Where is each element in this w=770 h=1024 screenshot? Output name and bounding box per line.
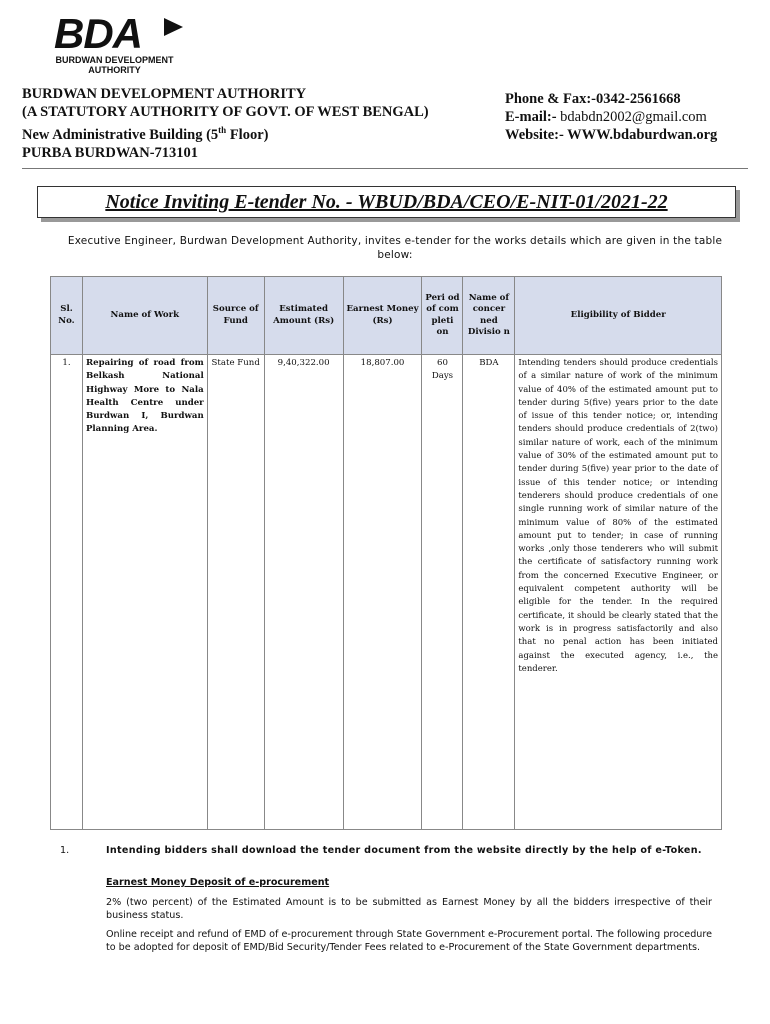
col-name-of-work: Name of Work [82, 277, 207, 355]
org-city: PURBA BURDWAN-713101 [22, 144, 199, 161]
address-sup: th [218, 125, 227, 135]
address-post: Floor) [226, 126, 269, 143]
table-header-row [51, 277, 722, 355]
cell-source: State Fund [207, 355, 264, 830]
cell-earnest: 18,807.00 [343, 355, 422, 830]
website-link[interactable]: Website:- WWW.bdaburdwan.org [505, 127, 718, 143]
org-status: (A STATUTORY AUTHORITY OF GOVT. OF WEST BENGAL) [22, 104, 429, 120]
org-name: BURDWAN DEVELOPMENT AUTHORITY [22, 86, 307, 102]
logo-arrow-icon [164, 18, 183, 36]
table-row [51, 355, 722, 830]
notice-title: Notice Inviting E-tender No. - WBUD/BDA/CEO/E-NIT-01/2021-22 [105, 191, 668, 213]
bda-logo-mark [52, 14, 184, 54]
download-instruction: Intending bidders shall download the tender document from the website directly by the help of e-Token. [106, 845, 702, 856]
cell-division: BDA [463, 355, 515, 830]
email-line [505, 108, 717, 126]
col-estimated-amount: Estimated Amount (Rs) [264, 277, 343, 355]
contact-block [505, 90, 717, 144]
logo-subtitle-line1: BURDWAN DEVELOPMENT [55, 55, 174, 65]
emd-paragraph-2: Online receipt and refund of EMD of e-procurement through State Government e-Procurement portal. The following procedure to be adopted for deposit of EMD/Bid Security/Tender Fees related to e-Procurement of the State Government departments. [106, 929, 712, 953]
header-divider [22, 168, 748, 169]
address-pre: New Administrative Building (5 [22, 126, 219, 143]
email-link[interactable]: bdabdn2002@gmail.com [560, 109, 707, 125]
logo-subtitle-line2: AUTHORITY [88, 65, 141, 75]
notice-title-box [37, 186, 736, 218]
cell-eligibility: Intending tenders should produce credentials of a similar nature of work of the minimum value of 40% of the estimated amount put to tender during 5(five) years prior to the date of issue of this tender notice; or, intending tenders should produce credentials of 2(two) similar nature of work, each of the minimum value of 30% of the estimated amount put to tender during 5(five) year prior to the date of issue of this tender notice; or intending tenderers should produce credentials of one single running work of similar nature of the minimum value of 80% of the estimated amount put to tender; in case of running works ,only those tenderers who will submit the certificate of satisfactory running work from the concerned Executive Engineer, or equivalent competent authority will be eligible for the tender. In the required certificate, it should be clearly stated that the work is in progress satisfactorily and also that no penal action has been initiated against the executed agency, i.e., the tenderer. [515, 355, 722, 830]
org-address-block [22, 85, 429, 162]
col-period: Peri od of com pleti on [422, 277, 463, 355]
emd-heading: Earnest Money Deposit of e-procurement [106, 877, 330, 888]
org-address [22, 121, 429, 144]
section-number: 1. [60, 845, 70, 856]
phone-fax: Phone & Fax:-0342-2561668 [505, 91, 681, 107]
tender-table [50, 276, 722, 830]
col-division: Name of concer ned Divisio n [463, 277, 515, 355]
bda-logo [52, 14, 202, 75]
col-sl-no: Sl. No. [51, 277, 83, 355]
col-source-of-fund: Source of Fund [207, 277, 264, 355]
cell-period: 60 Days [422, 355, 463, 830]
logo-subtitle [52, 55, 177, 75]
col-eligibility: Eligibility of Bidder [515, 277, 722, 355]
email-label: E-mail:- [505, 109, 561, 125]
logo-mark-text: BDA [54, 14, 142, 54]
cell-estimated: 9,40,322.00 [264, 355, 343, 830]
notice-intro: Executive Engineer, Burdwan Development Authority, invites e-tender for the works details which are given in the table below: [67, 235, 723, 261]
col-earnest-money: Earnest Money (Rs) [343, 277, 422, 355]
cell-work: Repairing of road from Belkash National Highway More to Nala Health Centre under Burdwan I, Burdwan Planning Area. [82, 355, 207, 830]
emd-paragraph-1: 2% (two percent) of the Estimated Amount is to be submitted as Earnest Money by all the bidders irrespective of their business status. [106, 897, 712, 921]
cell-sl: 1. [51, 355, 83, 830]
